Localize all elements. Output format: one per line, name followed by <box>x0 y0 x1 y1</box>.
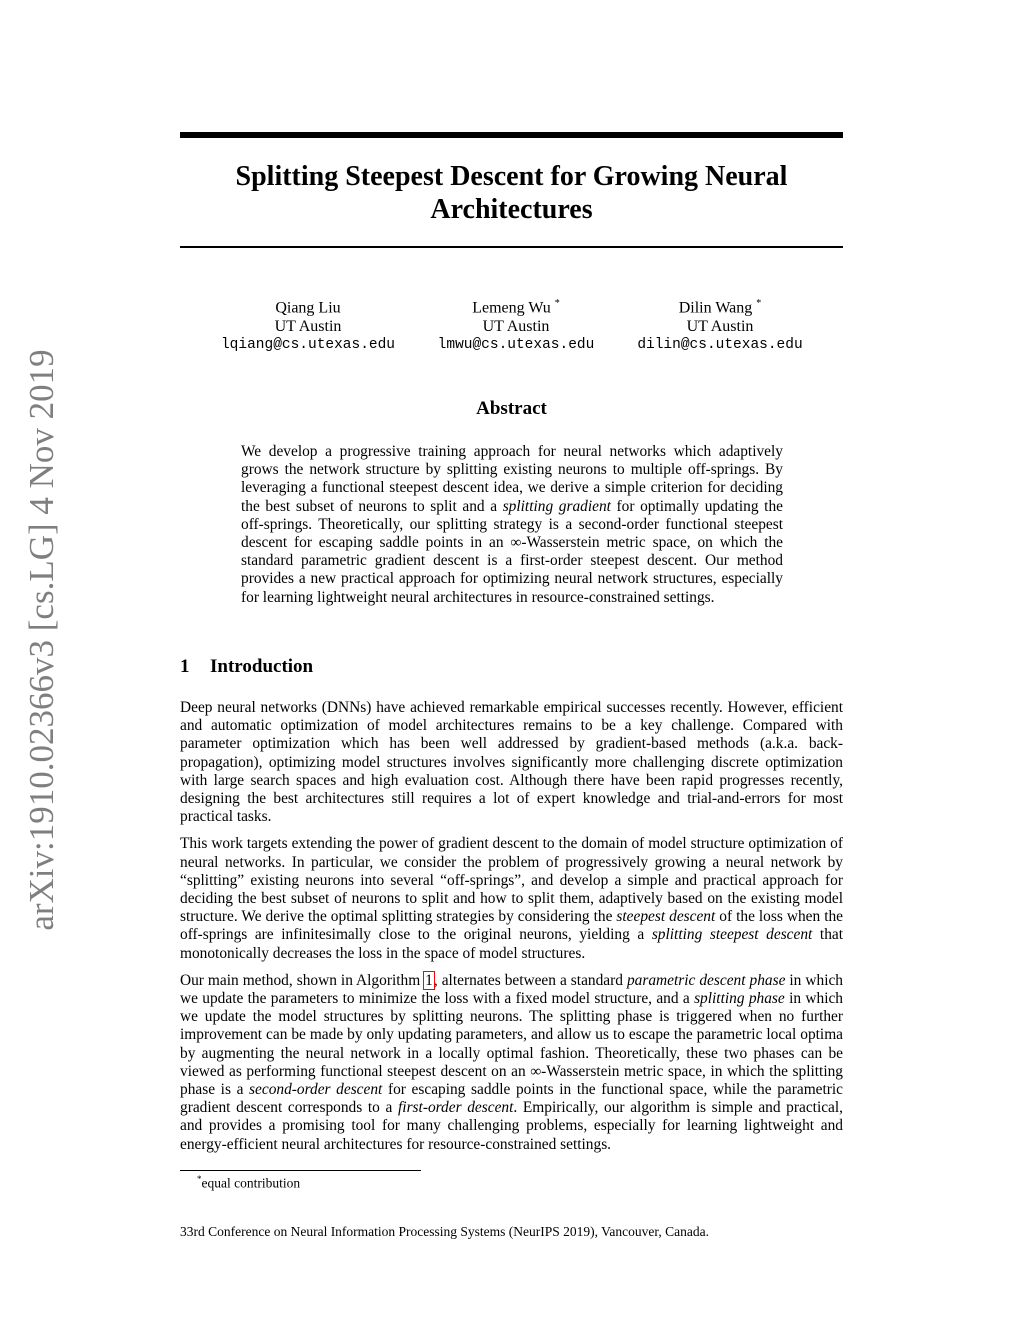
text-run: of the loss when the off-springs are infinitesimally close to the original neurons, yielding a <box>180 908 843 944</box>
paragraph-3 <box>180 972 843 1154</box>
abstract-text <box>241 443 783 607</box>
section-title: Introduction <box>210 656 314 677</box>
author-3 <box>620 294 820 355</box>
text-run: . Empirically, our algorithm is simple and practical, and provides a promising tool for many challenging problems, especially for learning lightweight and energy-efficient neural architectures for resource-constrained settings. <box>180 1099 844 1153</box>
footnote <box>197 1174 300 1192</box>
abstract-heading: Abstract <box>476 398 547 419</box>
introduction-body <box>180 699 843 1163</box>
paragraph-2 <box>180 835 843 962</box>
author-1 <box>208 294 408 355</box>
conference-footer: 33rd Conference on Neural Information Processing Systems (NeurIPS 2019), Vancouver, Canada. <box>180 1224 709 1239</box>
section-heading-introduction <box>180 656 313 678</box>
arxiv-identifier-stamp: arXiv:1910.02366v3 [cs.LG] 4 Nov 2019 <box>22 349 61 931</box>
author-mark: * <box>756 298 762 309</box>
emphasis: second-order descent <box>249 1081 383 1099</box>
text-run: This work targets extending the power of gradient descent to the domain of model structure optimization of neural networks. In particular, we consider the problem of progressively growing a neural network by “splitting” existing neurons into several “off-springs”, and develop a simple and practical approach for deciding the best subset of neurons to split and how to split them, adaptively based on the existing model structure. We derive the optimal splitting strategies by considering the <box>180 835 843 926</box>
author-affiliation: UT Austin <box>274 318 342 336</box>
author-email[interactable]: lqiang@cs.utexas.edu <box>220 337 396 354</box>
title-top-rule <box>180 132 843 138</box>
abstract-emphasis: splitting gradient <box>502 497 611 515</box>
algorithm-reference-link[interactable]: 1 <box>425 971 433 989</box>
footnote-text: equal contribution <box>201 1175 301 1191</box>
emphasis: splitting steepest descent <box>651 926 813 944</box>
author-name: Dilin Wang <box>678 299 753 317</box>
author-2 <box>416 294 616 355</box>
text-run: , alternates between a standard <box>433 971 627 989</box>
text-run: in which we update the parameters to minimize the loss with a fixed model structure, and a <box>180 971 843 1008</box>
emphasis: parametric descent phase <box>626 971 786 989</box>
paragraph-1: Deep neural networks (DNNs) have achieved remarkable empirical successes recently. However, efficient and automatic optimization of model architectures remains to be a key challenge. Compared with parameter optimization which has been well addressed by gradient-based methods (a.k.a. back-propagation), optimizing model structures involves significantly more challenging discrete optimization with large search spaces and high evaluation cost. Although there have been rapid progresses recently, designing the best architectures still requires a lot of expert knowledge and trial-and-errors for most practical tasks. <box>180 699 843 826</box>
footnote-rule <box>180 1170 421 1171</box>
author-name: Lemeng Wu <box>472 299 551 317</box>
emphasis: first-order descent <box>398 1099 514 1117</box>
author-block <box>180 294 843 354</box>
text-run: Our main method, shown in Algorithm <box>180 971 425 989</box>
section-number: 1 <box>180 656 190 677</box>
paper-title: Splitting Steepest Descent for Growing Neural Architectures <box>235 161 788 225</box>
text-run: for escaping saddle points in the functional space, while the parametric gradient descent corresponds to a <box>180 1081 844 1117</box>
abstract-text-part: for optimally updating the off-springs. Theoretically, our splitting strategy is a second-order functional steepest descent for escaping saddle points in an ∞-Wasserstein metric space, on which the standard parametric gradient descent is a first-order steepest descent. Our method provides a new practical approach for optimizing neural network structures, especially for learning lightweight neural architectures in resource-constrained settings. <box>241 497 783 606</box>
text-run: in which we update the model structures by splitting neurons. The splitting phase is triggered when no further improvement can be made by only updating parameters, and allow us to escape the parametric local optima by augmenting the neural network in a locally optimal fashion. Theoretically, these two phases can be viewed as performing functional steepest descent on an ∞-Wasserstein metric space, in which the splitting phase is a <box>180 990 844 1099</box>
emphasis: splitting phase <box>694 990 785 1008</box>
author-affiliation: UT Austin <box>686 318 754 336</box>
abstract-text-part: We develop a progressive training approach for neural networks which adaptively grows the network structure by splitting existing neurons to multiple off-springs. By leveraging a functional steepest descent idea, we derive a simple criterion for deciding the best subset of neurons to split and a <box>241 443 783 515</box>
author-name: Qiang Liu <box>275 299 341 317</box>
emphasis: steepest descent <box>616 908 716 926</box>
author-email[interactable]: lmwu@cs.utexas.edu <box>437 337 595 354</box>
footnote-mark: * <box>197 1174 202 1184</box>
author-mark: * <box>554 298 560 309</box>
author-affiliation: UT Austin <box>482 318 550 336</box>
author-email[interactable]: dilin@cs.utexas.edu <box>637 337 803 354</box>
text-run: that monotonically decreases the loss in the space of model structures. <box>180 926 843 962</box>
title-bottom-rule <box>180 246 843 248</box>
